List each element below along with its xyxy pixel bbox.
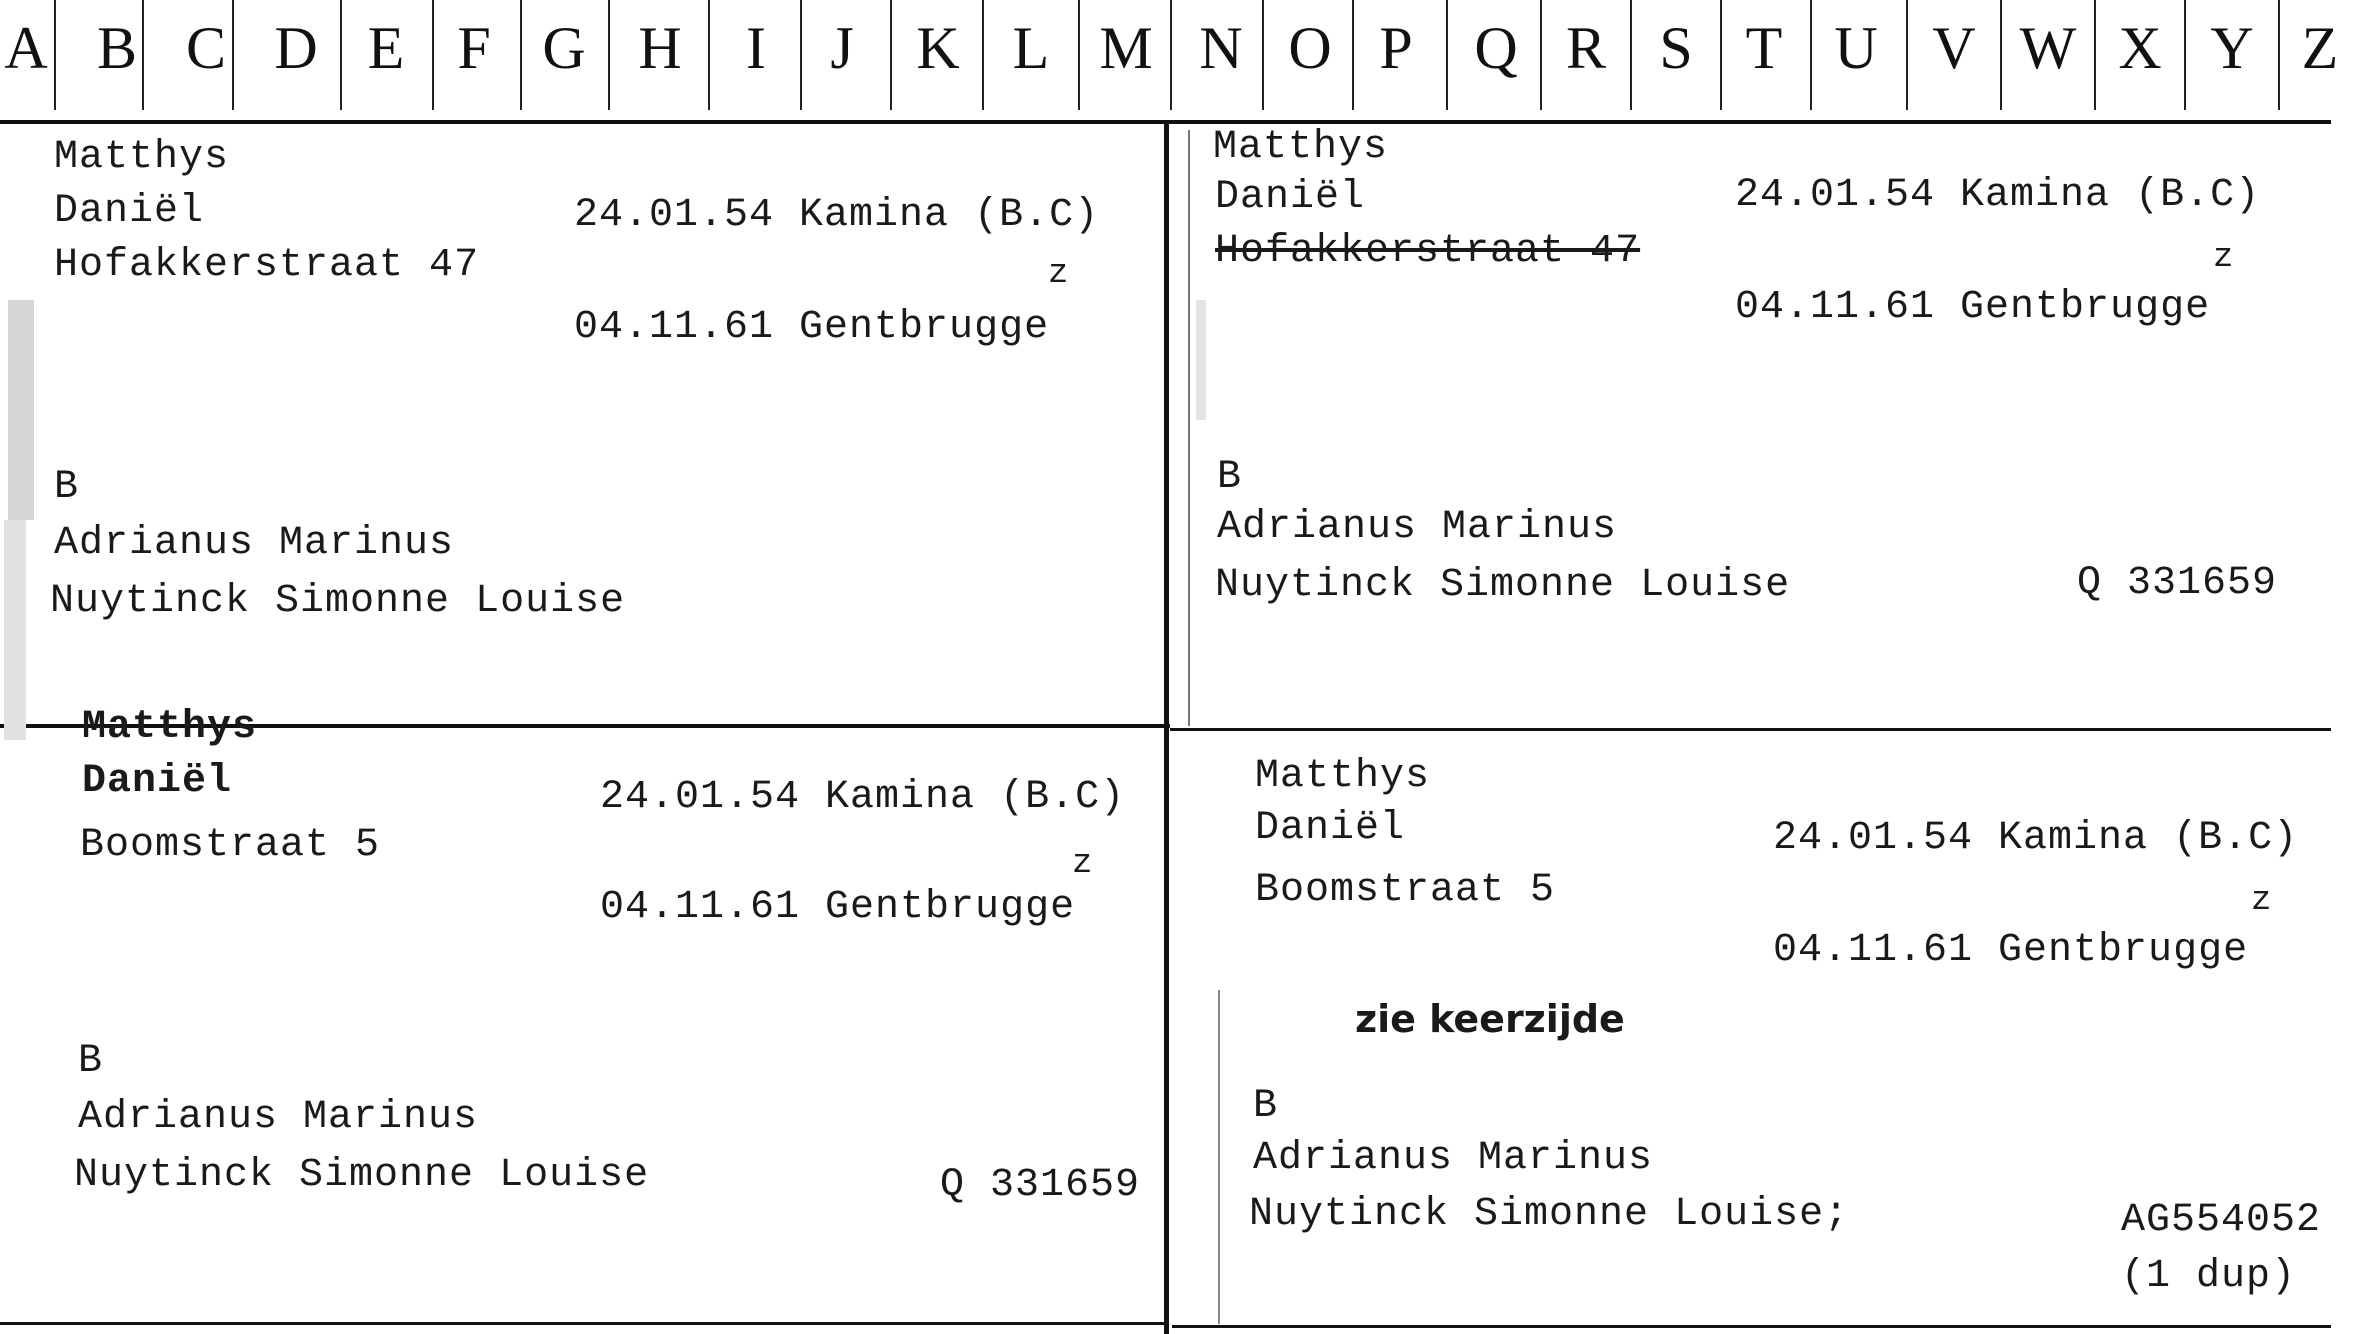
alphabet-divider	[2278, 0, 2280, 110]
reference-number: AG554052	[2121, 1198, 2322, 1243]
alphabet-divider	[1540, 0, 1542, 110]
alphabet-index	[0, 0, 2339, 120]
birth-date-place: 24.01.54 Kamina (B.C)	[1773, 816, 2299, 861]
birth-date-place: 24.01.54 Kamina (B.C)	[1735, 173, 2261, 218]
alphabet-divider	[890, 0, 892, 110]
alphabet-divider	[432, 0, 434, 110]
alphabet-divider	[1446, 0, 1448, 110]
alphabet-letter: Y	[2210, 15, 2254, 81]
nationality: B	[54, 465, 80, 510]
father-name: Adrianus Marinus	[1253, 1136, 1654, 1181]
alphabet-divider	[1720, 0, 1722, 110]
alphabet-letter: V	[1932, 15, 1976, 81]
birth-date-place: 24.01.54 Kamina (B.C)	[574, 193, 1100, 238]
alphabet-divider	[1906, 0, 1908, 110]
surname: Matthys	[82, 705, 258, 750]
nationality: B	[78, 1039, 104, 1084]
alphabet-letter: U	[1834, 15, 1878, 81]
alphabet-letter: L	[1012, 15, 1050, 81]
marker: z	[2213, 239, 2235, 277]
alphabet-divider	[2000, 0, 2002, 110]
alphabet-divider	[520, 0, 522, 110]
alphabet-letter: Q	[1474, 15, 1518, 81]
mother-name: Nuytinck Simonne Louise	[1215, 563, 1791, 608]
father-name: Adrianus Marinus	[78, 1095, 479, 1140]
alphabet-letter: R	[1565, 15, 1607, 81]
alphabet-divider	[2094, 0, 2096, 110]
given-name: Daniël	[1215, 175, 1366, 220]
alphabet-letter: Z	[2301, 15, 2339, 81]
alphabet-divider	[1352, 0, 1354, 110]
given-name: Daniël	[1255, 806, 1406, 851]
alphabet-letter: T	[1745, 15, 1783, 81]
alphabet-divider	[608, 0, 610, 110]
surname: Matthys	[1213, 125, 1389, 170]
address: Hofakkerstraat 47	[54, 243, 480, 288]
index-card-2	[1169, 124, 2331, 724]
alphabet-letter: I	[746, 15, 766, 81]
marker: z	[1048, 255, 1070, 293]
alphabet-letter: E	[367, 15, 405, 81]
registration-date-place: 04.11.61 Gentbrugge	[574, 305, 1050, 350]
alphabet-divider	[2184, 0, 2186, 110]
stamp-see-reverse: zie keerzijde	[1355, 997, 1625, 1041]
birth-date-place: 24.01.54 Kamina (B.C)	[600, 775, 1126, 820]
bottom-border-line	[0, 1322, 1168, 1325]
alphabet-divider	[1262, 0, 1264, 110]
surname: Matthys	[1255, 754, 1431, 799]
alphabet-letter: A	[4, 15, 48, 81]
mother-name: Nuytinck Simonne Louise;	[1249, 1192, 1850, 1237]
alphabet-letter: S	[1659, 15, 1693, 81]
alphabet-letter: B	[96, 15, 138, 81]
given-name: Daniël	[82, 759, 233, 804]
registration-date-place: 04.11.61 Gentbrugge	[1735, 285, 2211, 330]
marker: z	[2251, 882, 2273, 920]
marker: z	[1072, 845, 1094, 883]
alphabet-divider	[1810, 0, 1812, 110]
address-struck-out: Hofakkerstraat 47	[1215, 229, 1641, 274]
alphabet-divider	[982, 0, 984, 110]
address: Boomstraat 5	[80, 823, 381, 868]
duplicate-note: (1 dup)	[2121, 1254, 2297, 1299]
alphabet-divider	[1630, 0, 1632, 110]
index-card-4	[1169, 731, 2331, 1325]
alphabet-divider	[54, 0, 56, 110]
index-card-1	[0, 124, 1164, 724]
mother-name: Nuytinck Simonne Louise	[50, 579, 626, 624]
alphabet-divider	[340, 0, 342, 110]
alphabet-letter: M	[1099, 15, 1153, 81]
nationality: B	[1253, 1084, 1279, 1129]
alphabet-divider	[1170, 0, 1172, 110]
registration-date-place: 04.11.61 Gentbrugge	[600, 885, 1076, 930]
alphabet-divider	[1078, 0, 1080, 110]
alphabet-letter: K	[916, 15, 960, 81]
alphabet-letter: W	[2019, 15, 2077, 81]
bottom-border-line	[1172, 1325, 2331, 1328]
alphabet-letter: J	[830, 15, 854, 81]
alphabet-letter: C	[185, 15, 227, 81]
alphabet-divider	[232, 0, 234, 110]
registration-date-place: 04.11.61 Gentbrugge	[1773, 928, 2249, 973]
mother-name: Nuytinck Simonne Louise	[74, 1153, 650, 1198]
index-card-3	[0, 705, 1164, 1322]
alphabet-letter: H	[638, 15, 682, 81]
nationality: B	[1217, 455, 1243, 500]
surname: Matthys	[54, 135, 230, 180]
alphabet-letter: X	[2118, 15, 2162, 81]
alphabet-letter: F	[457, 15, 491, 81]
alphabet-letter: G	[542, 15, 586, 81]
father-name: Adrianus Marinus	[54, 521, 455, 566]
reference-number: Q 331659	[940, 1163, 1141, 1208]
alphabet-divider	[708, 0, 710, 110]
alphabet-letter: O	[1288, 15, 1332, 81]
given-name: Daniël	[54, 189, 205, 234]
alphabet-letter: P	[1379, 15, 1413, 81]
alphabet-letter: N	[1199, 15, 1243, 81]
alphabet-divider	[800, 0, 802, 110]
alphabet-divider	[142, 0, 144, 110]
reference-number: Q 331659	[2077, 561, 2278, 606]
father-name: Adrianus Marinus	[1217, 505, 1618, 550]
alphabet-letter: D	[274, 15, 318, 81]
address: Boomstraat 5	[1255, 868, 1556, 913]
